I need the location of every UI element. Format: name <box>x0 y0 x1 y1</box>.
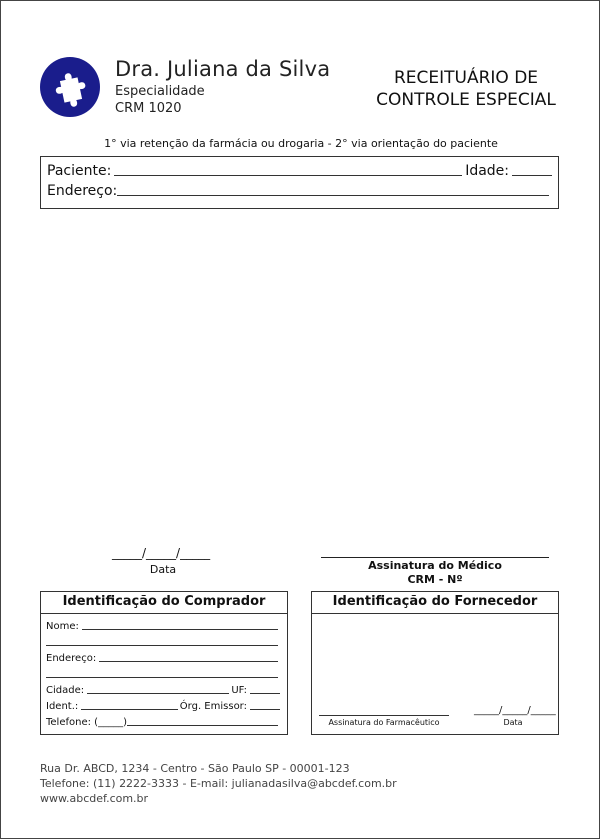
buyer-phone-row <box>46 714 280 728</box>
supplier-date-label: Data <box>503 718 523 727</box>
patient-age-field[interactable] <box>512 174 552 176</box>
doctor-crm: CRM 1020 <box>115 101 182 116</box>
prescription-date-label: Data <box>149 563 177 576</box>
supplier-date-field[interactable]: _____/_____/_____ <box>474 705 556 716</box>
document-title <box>363 67 569 111</box>
doctor-signature-label: Assinatura do Médico <box>368 559 502 572</box>
doctor-crm-label: CRM - Nº <box>407 573 463 586</box>
buyer-uf-label: UF: <box>231 685 247 696</box>
patient-address-field[interactable] <box>117 194 549 196</box>
buyer-city-label: Cidade: <box>46 685 85 696</box>
patient-name-row <box>47 163 552 179</box>
buyer-ident-label: Ident.: <box>46 701 79 712</box>
footer-contact: Telefone: (11) 2222-3333 - E-mail: julianadasilva@abcdef.com.br <box>40 777 397 790</box>
patient-name-label: Paciente: <box>47 163 112 179</box>
pharmacist-signature-line[interactable] <box>319 715 449 716</box>
footer-website[interactable]: www.abcdef.com.br <box>40 792 149 805</box>
doctor-signature-block <box>321 559 549 587</box>
buyer-address-field[interactable] <box>99 661 278 662</box>
buyer-org-label: Órg. Emissor: <box>179 701 247 712</box>
title-line-2: CONTROLE ESPECIAL <box>376 90 556 110</box>
patient-name-field[interactable] <box>114 174 462 176</box>
buyer-address-row-2 <box>46 666 280 680</box>
buyer-uf-field[interactable] <box>250 693 280 694</box>
puzzle-piece-icon <box>40 57 100 117</box>
patient-box <box>40 156 559 209</box>
buyer-city-field[interactable] <box>87 693 229 694</box>
buyer-name-row <box>46 618 280 632</box>
buyer-name-row-2 <box>46 634 280 648</box>
pharmacist-signature-label: Assinatura do Farmacêutico <box>328 718 440 727</box>
title-line-1: RECEITUÁRIO DE <box>393 68 539 88</box>
footer-address: Rua Dr. ABCD, 1234 - Centro - São Paulo SP - 00001-123 <box>40 762 350 775</box>
prescription-date-field[interactable]: _____/_____/_____ <box>112 546 211 560</box>
buyer-org-field[interactable] <box>250 709 280 710</box>
buyer-ident-row <box>46 698 280 712</box>
buyer-name-field[interactable] <box>82 629 278 630</box>
buyer-phone-label: Telefone: (_____) <box>46 717 127 728</box>
via-note: 1° via retenção da farmácia ou drogaria - 2° via orientação do paciente <box>104 137 498 150</box>
buyer-address-row <box>46 650 280 664</box>
buyer-name-label: Nome: <box>46 621 79 632</box>
patient-address-row <box>47 183 552 199</box>
buyer-phone-field[interactable] <box>127 725 278 726</box>
buyer-address-field-2[interactable] <box>46 677 278 678</box>
supplier-box <box>311 591 559 735</box>
buyer-address-label: Endereço: <box>46 653 97 664</box>
buyer-ident-field[interactable] <box>81 709 178 710</box>
patient-address-label: Endereço: <box>47 183 118 199</box>
doctor-name: Dra. Juliana da Silva <box>115 57 331 81</box>
patient-age-label: Idade: <box>465 163 509 179</box>
buyer-name-field-2[interactable] <box>46 645 278 646</box>
buyer-box <box>40 591 288 735</box>
buyer-city-row <box>46 682 280 696</box>
doctor-specialty: Especialidade <box>115 84 205 99</box>
footer <box>40 761 397 806</box>
buyer-title: Identificação do Comprador <box>41 592 287 614</box>
doctor-signature-line[interactable] <box>321 557 549 558</box>
supplier-title: Identificação do Fornecedor <box>312 592 558 614</box>
